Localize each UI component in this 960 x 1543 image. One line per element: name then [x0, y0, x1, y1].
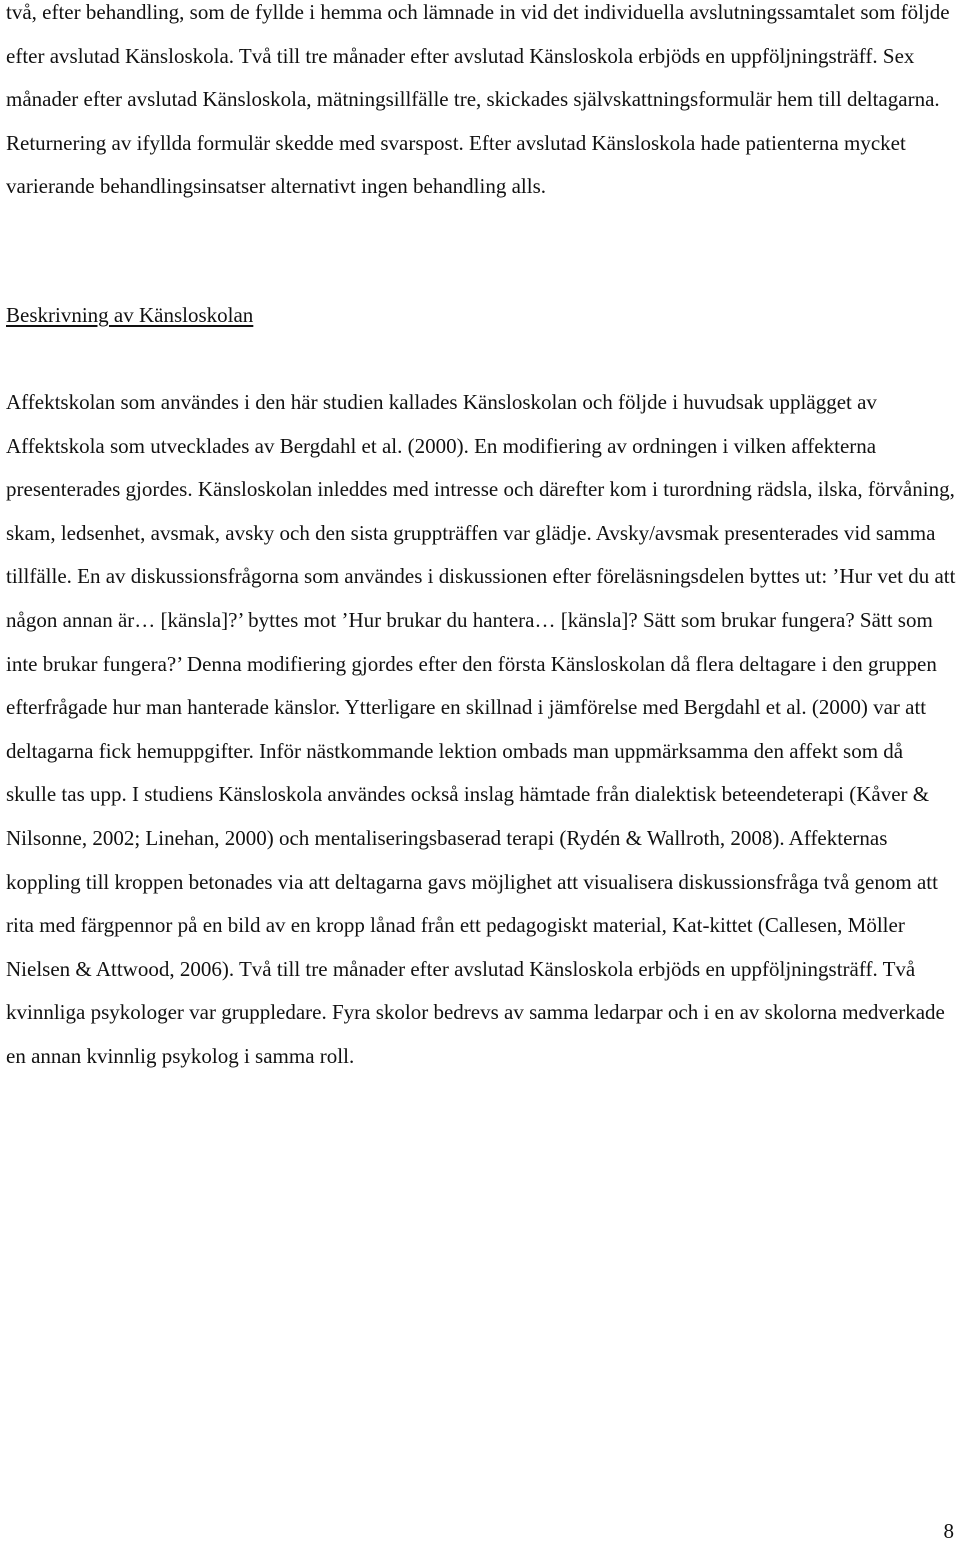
body-paragraph-continuation: två, efter behandling, som de fyllde i hemma och lämnade in vid det individuella avslutningssamtalet som följde efter avslutad Känsloskola. Två till tre månader efter avslutad Känsloskola erbjöds en uppföljningsträff. Sex månader efter avslutad Känsloskola, mätningsillfälle tre, skickades självskattningsformulär hem till deltagarna. Returnering av ifyllda formulär skedde med svarspost. Efter avslutad Känsloskola hade patienterna mycket varierande behandlingsinsatser alternativt ingen behandling alls.: [6, 0, 950, 199]
body-paragraph-description: Affektskolan som användes i den här studien kallades Känsloskolan och följde i huvudsak upplägget av Affektskola som utvecklades av Bergdahl et al. (2000). En modifiering av ordningen i vilken affekterna presenterades gjordes. Känsloskolan inleddes med intresse och därefter kom i turordning rädsla, ilska, förvåning, skam, ledsenhet, avsmak, avsky och den sista gruppträffen var glädje. Avsky/avsmak presenterades vid samma tillfälle. En av diskussionsfrågorna som användes i diskussionen efter föreläsningsdelen byttes ut: ’Hur vet du att någon annan är… [känsla]?’ byttes mot ’Hur brukar du hantera… [känsla]? Sätt som brukar fungera? Sätt som inte brukar fungera?’ Denna modifiering gjordes efter den första Känsloskolan då flera deltagare i den gruppen efterfrågade hur man hanterade känslor. Ytterligare en skillnad i jämförelse med Bergdahl et al. (2000) var att deltagarna fick hemuppgifter. Inför nästkommande lektion ombads man uppmärksamma den affekt som då skulle tas upp. I studiens Känsloskola användes också inslag hämtade från dialektisk beteendeterapi (Kåver & Nilsonne, 2002; Linehan, 2000) och mentaliseringsbaserad terapi (Rydén & Wallroth, 2008). Affekternas koppling till kroppen betonades via att deltagarna gavs möjlighet att visualisera diskussionsfråga två genom att rita med färgpennor på en bild av en kropp lånad från ett pedagogiskt material, Kat-kittet (Callesen, Möller Nielsen & Attwood, 2006). Två till tre månader efter avslutad Känsloskola erbjöds en uppföljningsträff. Två kvinnliga psykologer var gruppledare. Fyra skolor bedrevs av samma ledarpar och i en av skolorna medverkade en annan kvinnlig psykolog i samma roll.: [6, 390, 956, 1068]
page-number: 8: [943, 1519, 954, 1543]
section-heading: Beskrivning av Känsloskolan: [6, 303, 254, 327]
